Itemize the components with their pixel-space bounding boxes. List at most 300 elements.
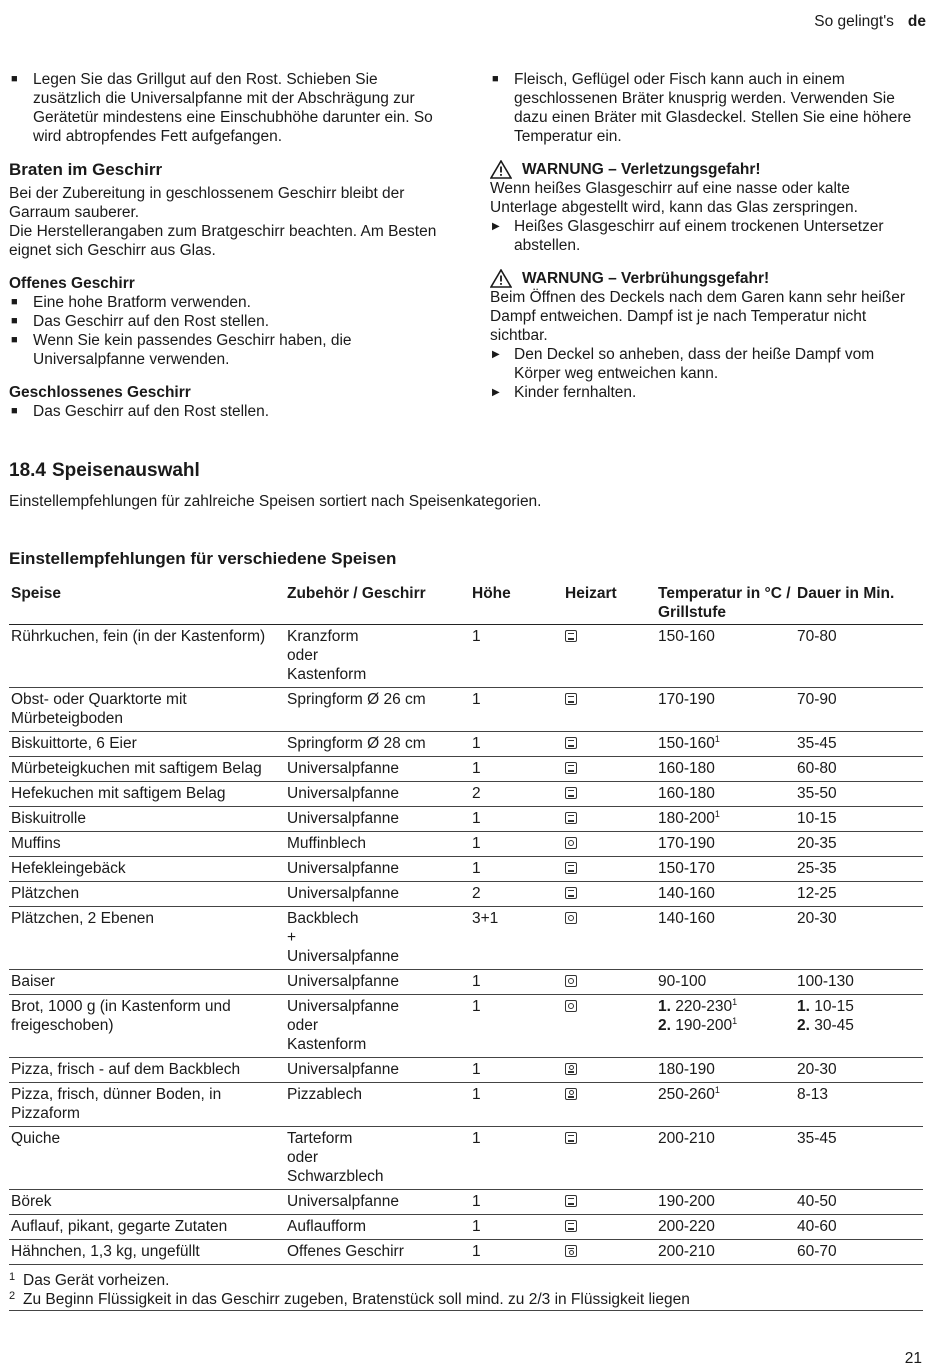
- accessory: oder: [287, 1149, 319, 1166]
- cell-accessory: [285, 625, 470, 688]
- cell-shelf: [470, 907, 563, 970]
- cell-duration: [795, 882, 923, 907]
- cell-heating-mode: [563, 625, 656, 688]
- cell-heating-mode: [563, 732, 656, 757]
- cell-dish: [9, 1083, 285, 1127]
- shelf-level: 1: [472, 1218, 481, 1235]
- duration: 35-50: [797, 785, 837, 802]
- temperature: $150-160^1$: [658, 734, 720, 752]
- cell-shelf: [470, 807, 563, 832]
- cell-duration: [795, 625, 923, 688]
- accessory: +: [287, 929, 297, 946]
- shelf-level: 1: [472, 628, 481, 645]
- footnote-ref: 1: [714, 809, 720, 819]
- accessory: Universalpfanne: [287, 1061, 400, 1078]
- dish-name: Biskuittorte, 6 Eier: [11, 735, 137, 752]
- temperature: 200-210: [658, 1243, 715, 1260]
- shelf-level: 2: [472, 885, 481, 902]
- cell-accessory: [285, 832, 470, 857]
- offenes-heading: Offenes Geschirr: [9, 275, 135, 292]
- shelf-level: 3+1: [472, 910, 499, 927]
- accessory: Schwarzblech: [287, 1168, 384, 1185]
- cell-temperature: [656, 732, 795, 757]
- warning-triangle-icon: [490, 269, 512, 288]
- section-intro: Einstellempfehlungen für zahlreiche Speisen sortiert nach Speisenkategorien.: [9, 493, 542, 510]
- footnote-ref: 1: [732, 1016, 738, 1026]
- table-row: [9, 970, 923, 995]
- settings-table: [9, 584, 923, 1265]
- column-header: Höhe: [470, 584, 563, 625]
- cell-heating-mode: [563, 757, 656, 782]
- accessory: Kastenform: [287, 1036, 367, 1053]
- cell-dish: [9, 882, 285, 907]
- top-bottom-heat-icon: [565, 787, 577, 799]
- cell-temperature: [656, 1058, 795, 1083]
- cell-dish: [9, 782, 285, 807]
- grill-fan-icon: [565, 1245, 577, 1257]
- duration: 8-13: [797, 1086, 829, 1103]
- cell-heating-mode: [563, 857, 656, 882]
- shelf-level: 1: [472, 1130, 481, 1147]
- warning-text: Wenn heißes Glasgeschirr auf eine nasse oder kalte Unterlage abgestellt wird, kann das Glas zerspringen.: [490, 180, 858, 216]
- duration: 25-35: [797, 860, 837, 877]
- table-row: [9, 1058, 923, 1083]
- dish-name: Pizza, frisch, dünner Boden, in Pizzaform: [11, 1086, 222, 1122]
- duration: 1. 10-15: [797, 998, 854, 1015]
- footnote: 1 Das Gerät vorheizen.: [9, 1271, 170, 1289]
- table-row: [9, 688, 923, 732]
- cell-temperature: [656, 995, 795, 1058]
- cell-shelf: [470, 757, 563, 782]
- temperature: 140-160: [658, 910, 715, 927]
- accessory: Auflaufform: [287, 1218, 366, 1235]
- dish-name: Börek: [11, 1193, 52, 1210]
- top-bottom-heat-icon: [565, 1132, 577, 1144]
- cell-accessory: [285, 970, 470, 995]
- column-header: Dauer in Min.: [795, 584, 923, 625]
- temperature: 1. $220-230^1$: [658, 997, 738, 1015]
- cell-temperature: [656, 907, 795, 970]
- accessory: Pizzablech: [287, 1086, 362, 1103]
- dish-name: Baiser: [11, 973, 55, 990]
- cell-heating-mode: [563, 832, 656, 857]
- table-row: [9, 882, 923, 907]
- shelf-level: 1: [472, 973, 481, 990]
- accessory: Universalpfanne: [287, 948, 400, 965]
- column-header: Zubehör / Geschirr: [285, 584, 470, 625]
- table-row: [9, 1127, 923, 1190]
- section-title: 18.4 Speisenauswahl: [9, 460, 200, 481]
- dish-name: Pizza, frisch - auf dem Backblech: [11, 1061, 241, 1078]
- cell-temperature: [656, 807, 795, 832]
- cell-dish: [9, 1190, 285, 1215]
- cell-heating-mode: [563, 907, 656, 970]
- cell-duration: [795, 907, 923, 970]
- cell-accessory: [285, 1127, 470, 1190]
- accessory: Tarteform: [287, 1130, 353, 1147]
- cell-temperature: [656, 857, 795, 882]
- cell-accessory: [285, 807, 470, 832]
- cell-dish: [9, 1058, 285, 1083]
- cell-heating-mode: [563, 782, 656, 807]
- column-header: Heizart: [563, 584, 656, 625]
- temperature: 160-180: [658, 785, 715, 802]
- cell-dish: [9, 625, 285, 688]
- cell-shelf: [470, 1240, 563, 1265]
- left-column: [9, 70, 444, 421]
- list-item: ■ Eine hohe Bratform verwenden.: [11, 294, 251, 311]
- accessory: Universalpfanne: [287, 998, 400, 1015]
- page-header: [814, 12, 926, 31]
- list-item: ■ Das Geschirr auf den Rost stellen.: [11, 403, 270, 420]
- duration: 2. 30-45: [797, 1017, 854, 1034]
- table-row: [9, 757, 923, 782]
- cell-shelf: [470, 882, 563, 907]
- table-row: [9, 1215, 923, 1240]
- cell-heating-mode: [563, 995, 656, 1058]
- cell-duration: [795, 1240, 923, 1265]
- list-item: ■ Legen Sie das Grillgut auf den Rost. Schieben Sie zusätzlich die Universalpfanne mit der Abschrägung zur Gerätetür mindestens eine Einschubhöhe darunter ein. So wird abtropfendes Fett aufgefangen.: [11, 71, 433, 145]
- accessory: Kastenform: [287, 666, 367, 683]
- cell-duration: [795, 732, 923, 757]
- accessory: Backblech: [287, 910, 359, 927]
- duration: 70-90: [797, 691, 837, 708]
- cell-accessory: [285, 995, 470, 1058]
- shelf-level: 1: [472, 1086, 481, 1103]
- shelf-level: 1: [472, 691, 481, 708]
- cell-heating-mode: [563, 807, 656, 832]
- duration: 20-30: [797, 910, 837, 927]
- shelf-level: 1: [472, 998, 481, 1015]
- table-row: [9, 625, 923, 688]
- warning-heading: WARNUNG – Verletzungsgefahr!: [490, 160, 920, 179]
- accessory: Universalpfanne: [287, 760, 400, 777]
- temperature: 150-170: [658, 860, 715, 877]
- cell-duration: [795, 1127, 923, 1190]
- bullet-square-icon: ■: [492, 73, 499, 85]
- temperature: 170-190: [658, 691, 715, 708]
- accessory: Muffinblech: [287, 835, 366, 852]
- cell-accessory: [285, 857, 470, 882]
- hot-air-icon: [565, 1000, 577, 1012]
- cell-accessory: [285, 1058, 470, 1083]
- cell-shelf: [470, 857, 563, 882]
- table-header-row: [9, 584, 923, 625]
- step-number: 1.: [658, 998, 671, 1015]
- cell-accessory: [285, 1083, 470, 1127]
- cell-duration: [795, 1215, 923, 1240]
- arrow-right-icon: ▶: [492, 221, 500, 232]
- accessory: oder: [287, 647, 319, 664]
- table-row: [9, 1240, 923, 1265]
- cell-duration: [795, 807, 923, 832]
- duration: 60-70: [797, 1243, 837, 1260]
- dish-name: Biskuitrolle: [11, 810, 86, 827]
- cell-shelf: [470, 995, 563, 1058]
- duration: 40-60: [797, 1218, 837, 1235]
- list-item: ■ Fleisch, Geflügel oder Fisch kann auch in einem geschlossenen Bräter knusprig werden. Verwenden Sie dazu einen Bräter mit Glasdeckel. Stellen Sie eine höhere Temperatur ein.: [492, 71, 912, 145]
- list-item: ▶ Kinder fernhalten.: [492, 384, 637, 401]
- cell-duration: [795, 1058, 923, 1083]
- braten-heading: Braten im Geschirr: [9, 160, 163, 179]
- accessory: Kranzform: [287, 628, 359, 645]
- cell-temperature: [656, 882, 795, 907]
- footnote-ref: 1: [714, 734, 720, 744]
- accessory: Universalpfanne: [287, 973, 400, 990]
- duration: 100-130: [797, 973, 854, 990]
- cell-dish: [9, 757, 285, 782]
- accessory: Springform Ø 26 cm: [287, 691, 426, 708]
- cell-temperature: [656, 1240, 795, 1265]
- shelf-level: 1: [472, 1243, 481, 1260]
- temperature: 90-100: [658, 973, 707, 990]
- footnote-ref: 1: [732, 997, 738, 1007]
- table-row: [9, 857, 923, 882]
- right-column: [490, 70, 920, 402]
- shelf-level: 2: [472, 785, 481, 802]
- cell-duration: [795, 688, 923, 732]
- cell-temperature: [656, 1215, 795, 1240]
- duration: 10-15: [797, 810, 837, 827]
- table-row: [9, 1083, 923, 1127]
- footnote-ref: 1: [714, 1085, 720, 1095]
- cell-heating-mode: [563, 1190, 656, 1215]
- table-row: [9, 907, 923, 970]
- accessory: Offenes Geschirr: [287, 1243, 404, 1260]
- cell-shelf: [470, 970, 563, 995]
- cell-accessory: [285, 1190, 470, 1215]
- step-number: 2.: [658, 1017, 671, 1034]
- dish-name: Brot, 1000 g (in Kastenform und freigeschoben): [11, 998, 231, 1034]
- list-item: ■ Wenn Sie kein passendes Geschirr haben, die Universalpfanne verwenden.: [11, 332, 352, 368]
- cell-dish: [9, 995, 285, 1058]
- duration: 70-80: [797, 628, 837, 645]
- cell-accessory: [285, 688, 470, 732]
- accessory: Universalpfanne: [287, 1193, 400, 1210]
- bullet-square-icon: ■: [11, 73, 18, 85]
- top-bottom-heat-icon: [565, 693, 577, 705]
- top-bottom-heat-icon: [565, 887, 577, 899]
- cell-temperature: [656, 757, 795, 782]
- cell-duration: [795, 970, 923, 995]
- shelf-level: 1: [472, 1061, 481, 1078]
- cell-heating-mode: [563, 1215, 656, 1240]
- cell-duration: [795, 857, 923, 882]
- table-row: [9, 995, 923, 1058]
- duration: 20-35: [797, 835, 837, 852]
- bullet-square-icon: ■: [11, 334, 18, 346]
- cell-duration: [795, 1190, 923, 1215]
- cell-dish: [9, 1215, 285, 1240]
- temperature: 200-210: [658, 1130, 715, 1147]
- temperature: $180-200^1$: [658, 809, 720, 827]
- step-number: 2.: [797, 1017, 810, 1034]
- page-number: 21: [904, 1350, 922, 1367]
- dish-name: Muffins: [11, 835, 61, 852]
- cell-heating-mode: [563, 970, 656, 995]
- top-bottom-heat-icon: [565, 862, 577, 874]
- cell-dish: [9, 970, 285, 995]
- cell-temperature: [656, 970, 795, 995]
- duration: 60-80: [797, 760, 837, 777]
- cell-shelf: [470, 732, 563, 757]
- accessory: oder: [287, 1017, 319, 1034]
- top-bottom-heat-icon: [565, 1220, 577, 1232]
- cell-dish: [9, 1240, 285, 1265]
- cell-temperature: [656, 625, 795, 688]
- hot-air-icon: [565, 975, 577, 987]
- step-number: 1.: [797, 998, 810, 1015]
- cell-temperature: [656, 832, 795, 857]
- cell-dish: [9, 832, 285, 857]
- top-bottom-heat-icon: [565, 1195, 577, 1207]
- warning-triangle-icon: [490, 160, 512, 179]
- cell-accessory: [285, 882, 470, 907]
- temperature: 140-160: [658, 885, 715, 902]
- geschlossenes-heading: Geschlossenes Geschirr: [9, 384, 191, 401]
- table-row: [9, 732, 923, 757]
- table-row: [9, 1190, 923, 1215]
- cell-shelf: [470, 832, 563, 857]
- accessory: Springform Ø 28 cm: [287, 735, 426, 752]
- cell-dish: [9, 907, 285, 970]
- cell-duration: [795, 782, 923, 807]
- arrow-right-icon: ▶: [492, 387, 500, 398]
- cell-dish: [9, 1127, 285, 1190]
- dish-name: Auflauf, pikant, gegarte Zutaten: [11, 1218, 228, 1235]
- cell-temperature: [656, 1190, 795, 1215]
- cell-heating-mode: [563, 882, 656, 907]
- dish-name: Plätzchen: [11, 885, 80, 902]
- cell-shelf: [470, 625, 563, 688]
- cell-shelf: [470, 1215, 563, 1240]
- cell-duration: [795, 757, 923, 782]
- cell-dish: [9, 807, 285, 832]
- list-item: ■ Das Geschirr auf den Rost stellen.: [11, 313, 270, 330]
- dish-name: Obst- oder Quarktorte mit Mürbeteigboden: [11, 691, 187, 727]
- list-item: ▶ Den Deckel so anheben, dass der heiße Dampf vom Körper weg entweichen kann.: [492, 346, 875, 382]
- accessory: Universalpfanne: [287, 810, 400, 827]
- language-code: de: [907, 13, 926, 30]
- top-bottom-heat-icon: [565, 737, 577, 749]
- cell-accessory: [285, 732, 470, 757]
- arrow-right-icon: ▶: [492, 349, 500, 360]
- cell-dish: [9, 732, 285, 757]
- dish-name: Hefekuchen mit saftigem Belag: [11, 785, 226, 802]
- hot-air-icon: [565, 912, 577, 924]
- shelf-level: 1: [472, 735, 481, 752]
- table-row: [9, 807, 923, 832]
- cell-temperature: [656, 782, 795, 807]
- dish-name: Mürbeteigkuchen mit saftigem Belag: [11, 760, 262, 777]
- table-title: Einstellempfehlungen für verschiedene Speisen: [9, 549, 397, 568]
- accessory: Universalpfanne: [287, 860, 400, 877]
- cell-temperature: [656, 688, 795, 732]
- shelf-level: 1: [472, 1193, 481, 1210]
- cell-accessory: [285, 782, 470, 807]
- cell-temperature: [656, 1083, 795, 1127]
- cell-shelf: [470, 1058, 563, 1083]
- cell-duration: [795, 1083, 923, 1127]
- cell-accessory: [285, 757, 470, 782]
- cell-shelf: [470, 1083, 563, 1127]
- accessory: Universalpfanne: [287, 885, 400, 902]
- cell-shelf: [470, 1127, 563, 1190]
- cell-accessory: [285, 907, 470, 970]
- dish-name: Hefekleingebäck: [11, 860, 126, 877]
- temperature: 190-200: [658, 1193, 715, 1210]
- pizza-setting-icon: [565, 1063, 577, 1075]
- divider: [9, 1310, 923, 1311]
- cell-temperature: [656, 1127, 795, 1190]
- footnote: 2 Zu Beginn Flüssigkeit in das Geschirr zugeben, Bratenstück soll mind. zu 2/3 in Flüssigkeit liegen: [9, 1290, 690, 1308]
- cell-heating-mode: [563, 1127, 656, 1190]
- temperature: $250-260^1$: [658, 1085, 720, 1103]
- bullet-square-icon: ■: [11, 405, 18, 417]
- dish-name: Quiche: [11, 1130, 61, 1147]
- cell-accessory: [285, 1215, 470, 1240]
- bullet-square-icon: ■: [11, 315, 18, 327]
- cell-heating-mode: [563, 1083, 656, 1127]
- temperature: 2. $190-200^1$: [658, 1016, 738, 1034]
- duration: 35-45: [797, 735, 837, 752]
- list-item: ▶ Heißes Glasgeschirr auf einem trockenen Untersetzer abstellen.: [492, 218, 884, 254]
- shelf-level: 1: [472, 860, 481, 877]
- temperature: 170-190: [658, 835, 715, 852]
- cell-shelf: [470, 688, 563, 732]
- duration: 20-30: [797, 1061, 837, 1078]
- shelf-level: 1: [472, 760, 481, 777]
- temperature: 160-180: [658, 760, 715, 777]
- cell-dish: [9, 688, 285, 732]
- cell-duration: [795, 995, 923, 1058]
- pizza-setting-icon: [565, 1088, 577, 1100]
- cell-heating-mode: [563, 1240, 656, 1265]
- cell-heating-mode: [563, 1058, 656, 1083]
- table-row: [9, 782, 923, 807]
- dish-name: Rührkuchen, fein (in der Kastenform): [11, 628, 266, 645]
- cell-shelf: [470, 1190, 563, 1215]
- duration: 12-25: [797, 885, 837, 902]
- column-header: Temperatur in °C / Grillstufe: [656, 584, 795, 625]
- cell-duration: [795, 832, 923, 857]
- table-row: [9, 832, 923, 857]
- top-bottom-heat-icon: [565, 762, 577, 774]
- duration: 40-50: [797, 1193, 837, 1210]
- bullet-square-icon: ■: [11, 296, 18, 308]
- cell-accessory: [285, 1240, 470, 1265]
- shelf-level: 1: [472, 810, 481, 827]
- warning-heading: WARNUNG – Verbrühungsgefahr!: [490, 269, 920, 288]
- temperature: 180-190: [658, 1061, 715, 1078]
- temperature: 200-220: [658, 1218, 715, 1235]
- dish-name: Hähnchen, 1,3 kg, ungefüllt: [11, 1243, 200, 1260]
- top-bottom-heat-icon: [565, 812, 577, 824]
- cell-heating-mode: [563, 688, 656, 732]
- duration: 35-45: [797, 1130, 837, 1147]
- column-header: Speise: [9, 584, 285, 625]
- dish-name: Plätzchen, 2 Ebenen: [11, 910, 155, 927]
- footnotes: [9, 1271, 923, 1309]
- shelf-level: 1: [472, 835, 481, 852]
- cell-dish: [9, 857, 285, 882]
- header-title: So gelingt's: [814, 13, 894, 30]
- top-bottom-heat-icon: [565, 630, 577, 642]
- warning-text: Beim Öffnen des Deckels nach dem Garen kann sehr heißer Dampf entweichen. Dampf ist je nach Temperatur nicht sichtbar.: [490, 289, 905, 344]
- accessory: Universalpfanne: [287, 785, 400, 802]
- paragraph: Die Herstellerangaben zum Bratgeschirr beachten. Am Besten eignet sich Geschirr aus Glas.: [9, 223, 437, 259]
- cell-shelf: [470, 782, 563, 807]
